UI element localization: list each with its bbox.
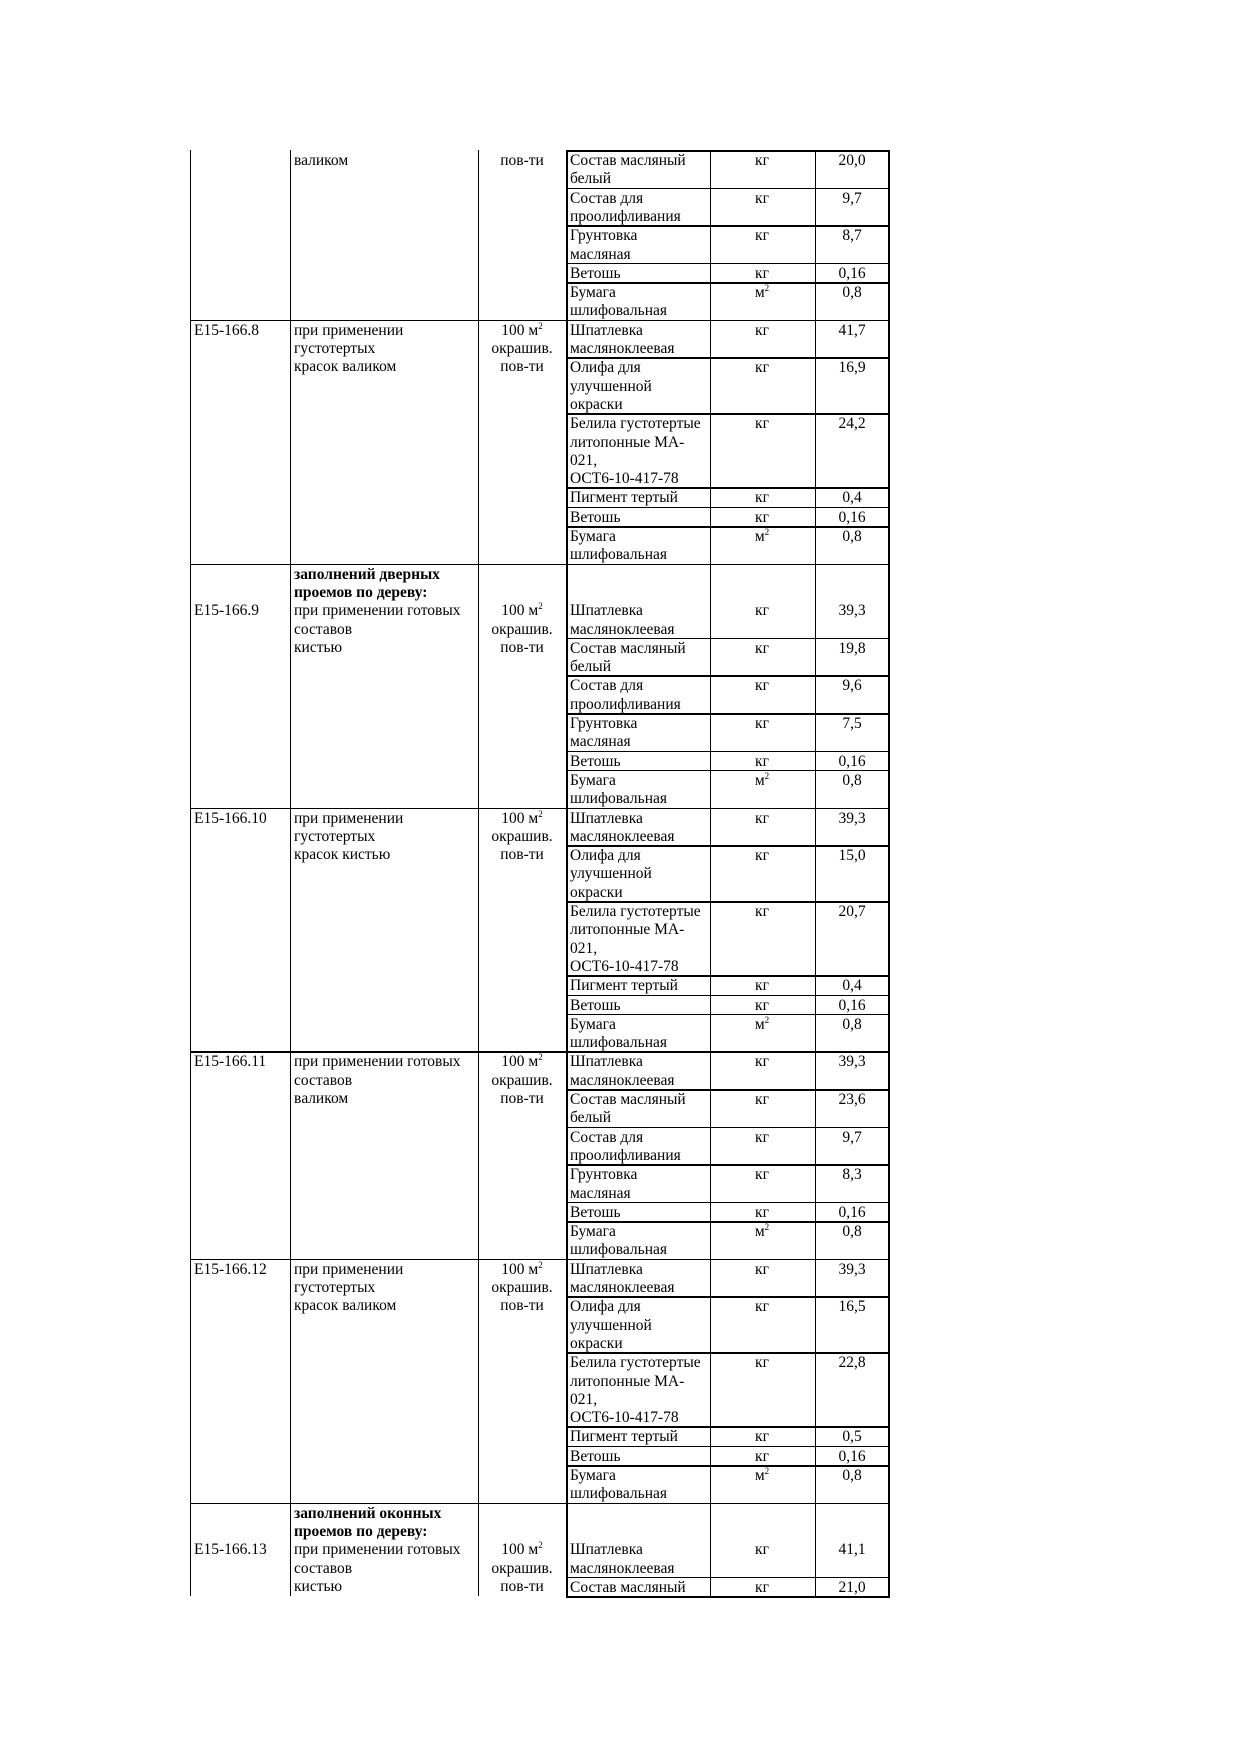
table-border bbox=[566, 1127, 890, 1129]
material-unit: кг bbox=[755, 602, 769, 620]
material-qty: 16,9 bbox=[838, 359, 866, 377]
material-name: масляноклеевая bbox=[570, 827, 675, 845]
table-border bbox=[566, 150, 568, 1597]
material-qty: 0,8 bbox=[842, 771, 862, 789]
material-name: масляная bbox=[570, 733, 631, 751]
material-name: Шпатлевка bbox=[570, 809, 643, 827]
table-border bbox=[566, 1164, 890, 1166]
table-border bbox=[566, 263, 890, 265]
section-heading: заполнений дверных bbox=[294, 565, 440, 583]
material-qty: 0,4 bbox=[842, 977, 862, 995]
norm-unit: 100 $м^2$ bbox=[501, 320, 543, 339]
table-border bbox=[815, 150, 816, 1596]
material-qty: 39,3 bbox=[838, 1260, 866, 1278]
material-name: Грунтовка bbox=[570, 227, 638, 245]
material-unit: кг bbox=[755, 809, 769, 827]
material-unit: кг bbox=[755, 1298, 769, 1316]
table-border bbox=[566, 282, 890, 284]
material-name: литопонные МА- bbox=[570, 433, 685, 451]
material-qty: 20,7 bbox=[838, 903, 866, 920]
material-name: Белила густотертые bbox=[570, 1354, 701, 1372]
norm-code: Е15-166.12 bbox=[194, 1260, 267, 1278]
material-qty: 0,8 bbox=[842, 1223, 862, 1241]
material-name: Ветошь bbox=[570, 996, 621, 1014]
material-name: Состав масляный bbox=[570, 639, 686, 657]
material-unit: кг bbox=[755, 1128, 769, 1146]
norm-description: густотертых bbox=[294, 1279, 376, 1296]
table-border bbox=[566, 1446, 890, 1448]
material-name: Олифа для bbox=[570, 847, 641, 865]
table-border bbox=[566, 995, 890, 997]
norm-unit: пов-ти bbox=[500, 846, 544, 864]
material-unit: кг bbox=[755, 189, 769, 207]
material-name: 021, bbox=[570, 1390, 598, 1408]
norm-description: валиком bbox=[294, 152, 349, 169]
material-qty: 0,16 bbox=[838, 1203, 866, 1221]
material-name: проолифливания bbox=[570, 207, 681, 225]
material-name: Ветошь bbox=[570, 264, 621, 282]
material-name: Бумага bbox=[570, 1015, 616, 1033]
material-unit: $м^2$ bbox=[754, 527, 770, 545]
norm-description: красок валиком bbox=[294, 1297, 397, 1315]
material-name: проолифливания bbox=[570, 695, 681, 713]
material-qty: 0,16 bbox=[838, 996, 866, 1014]
material-qty: 23,6 bbox=[838, 1091, 866, 1108]
material-qty: 0,16 bbox=[838, 752, 866, 770]
table-border bbox=[566, 1202, 890, 1204]
material-unit: кг bbox=[755, 1428, 769, 1446]
material-name: окраски bbox=[570, 395, 623, 413]
material-unit: кг bbox=[755, 903, 769, 920]
material-qty: 0,16 bbox=[838, 264, 866, 282]
material-unit: кг bbox=[755, 752, 769, 770]
material-name: Ветошь bbox=[570, 1447, 621, 1465]
material-qty: 0,16 bbox=[838, 508, 866, 526]
norm-description: при применении готовых bbox=[294, 1053, 461, 1071]
table-border bbox=[190, 1051, 890, 1053]
material-unit: кг bbox=[755, 715, 769, 732]
material-name: Пигмент тертый bbox=[570, 977, 678, 995]
table-border bbox=[566, 1296, 890, 1298]
material-name: Состав масляный bbox=[570, 1578, 686, 1596]
norm-description: густотертых bbox=[294, 827, 376, 845]
material-name: масляноклеевая bbox=[570, 620, 675, 638]
material-name: литопонные МА- bbox=[570, 921, 685, 939]
norm-unit: пов-ти bbox=[500, 358, 544, 376]
material-name: Бумага bbox=[570, 284, 616, 302]
material-qty: 15,0 bbox=[838, 847, 866, 865]
material-name: шлифовальная bbox=[570, 1241, 667, 1259]
material-qty: 8,7 bbox=[842, 227, 862, 245]
norm-unit: 100 $м^2$ bbox=[501, 1540, 543, 1559]
material-unit: кг bbox=[755, 639, 769, 657]
material-name: Шпатлевка bbox=[570, 1053, 643, 1071]
material-name: Бумага bbox=[570, 528, 616, 545]
table-border bbox=[566, 188, 890, 190]
material-unit: кг bbox=[755, 415, 769, 433]
material-qty: 24,2 bbox=[838, 415, 866, 433]
material-unit: кг bbox=[755, 1260, 769, 1278]
table-border bbox=[190, 150, 191, 1596]
table-border bbox=[566, 845, 890, 847]
material-name: 021, bbox=[570, 451, 598, 469]
table-border bbox=[566, 675, 890, 677]
norm-code: Е15-166.13 bbox=[194, 1541, 267, 1559]
material-name: ОСТ6-10-417-78 bbox=[570, 470, 679, 488]
norm-unit: окрашив. bbox=[491, 1279, 553, 1296]
material-name: Состав для bbox=[570, 189, 644, 207]
table-border bbox=[566, 1014, 890, 1016]
material-name: Бумага bbox=[570, 1223, 616, 1241]
table-border bbox=[190, 1503, 890, 1505]
material-name: Состав для bbox=[570, 1128, 644, 1146]
material-unit: кг bbox=[755, 1053, 769, 1071]
material-name: Ветошь bbox=[570, 752, 621, 770]
material-name: Белила густотертые bbox=[570, 415, 701, 433]
table-border bbox=[566, 487, 890, 489]
norm-unit: окрашив. bbox=[491, 620, 553, 638]
table-border bbox=[566, 150, 890, 152]
material-name: Олифа для bbox=[570, 359, 641, 377]
norm-description: густотертых bbox=[294, 340, 376, 357]
material-qty: 21,0 bbox=[838, 1578, 866, 1596]
material-name: Олифа для bbox=[570, 1298, 641, 1316]
material-name: Шпатлевка bbox=[570, 1260, 643, 1278]
norm-unit: окрашив. bbox=[491, 340, 553, 357]
norm-unit: окрашив. bbox=[491, 1071, 553, 1089]
material-name: шлифовальная bbox=[570, 302, 667, 320]
norm-code: Е15-166.8 bbox=[194, 321, 260, 339]
material-qty: 0,8 bbox=[842, 1467, 862, 1484]
material-qty: 0,8 bbox=[842, 1015, 862, 1033]
material-name: Шпатлевка bbox=[570, 602, 643, 620]
table-border bbox=[566, 225, 890, 227]
material-unit: кг bbox=[755, 152, 769, 169]
norm-description: вaликом bbox=[294, 1090, 349, 1107]
material-name: Состав масляный bbox=[570, 152, 686, 169]
material-unit: кг bbox=[755, 1166, 769, 1184]
material-unit: кг bbox=[755, 977, 769, 995]
material-unit: $м^2$ bbox=[754, 1466, 770, 1484]
norm-description: при применении готовых bbox=[294, 1541, 461, 1559]
material-name: Бумага bbox=[570, 1467, 616, 1484]
table-border bbox=[190, 1259, 890, 1261]
norm-unit: пов-ти bbox=[500, 638, 544, 656]
material-name: Пигмент тертый bbox=[570, 489, 678, 507]
material-unit: кг bbox=[755, 1541, 769, 1559]
table-border bbox=[190, 320, 890, 322]
material-name: шлифовальная bbox=[570, 790, 667, 808]
table-border bbox=[290, 150, 291, 1596]
table-border bbox=[566, 1426, 890, 1428]
norm-code: Е15-166.11 bbox=[194, 1053, 267, 1071]
material-qty: 16,5 bbox=[838, 1298, 866, 1316]
norm-code: Е15-166.9 bbox=[194, 602, 260, 620]
table-border bbox=[566, 1089, 890, 1091]
norm-unit: 100 $м^2$ bbox=[501, 1259, 543, 1278]
norm-description: при применении bbox=[294, 1260, 404, 1278]
material-name: окраски bbox=[570, 883, 623, 901]
norm-description: красок кистью bbox=[294, 846, 391, 864]
material-name: масляноклеевая bbox=[570, 1279, 675, 1296]
material-name: улучшенной bbox=[570, 865, 652, 883]
material-name: белый bbox=[570, 658, 612, 676]
norm-description: составов bbox=[294, 1559, 353, 1577]
table-border bbox=[566, 1596, 890, 1598]
material-name: масляная bbox=[570, 1184, 631, 1202]
table-border bbox=[888, 150, 890, 1597]
material-qty: 41,1 bbox=[838, 1541, 866, 1559]
material-qty: 0,16 bbox=[838, 1447, 866, 1465]
material-name: Шпатлевка bbox=[570, 321, 643, 339]
material-unit: кг bbox=[755, 847, 769, 865]
material-name: литопонные МА- bbox=[570, 1372, 685, 1390]
material-qty: 0,8 bbox=[842, 528, 862, 545]
table-border bbox=[566, 526, 890, 528]
material-name: белый bbox=[570, 170, 612, 188]
table-border bbox=[478, 150, 479, 1596]
table-border bbox=[566, 901, 890, 903]
norm-description: кистью bbox=[294, 638, 343, 656]
material-name: масляноклеевая bbox=[570, 1559, 675, 1577]
material-unit: кг bbox=[755, 1354, 769, 1372]
material-unit: кг bbox=[755, 227, 769, 245]
table-border bbox=[566, 638, 890, 640]
table-border bbox=[190, 808, 890, 810]
material-unit: кг bbox=[755, 1578, 769, 1596]
material-name: Состав для bbox=[570, 677, 644, 695]
norm-unit: окрашив. bbox=[491, 827, 553, 845]
norm-unit: 100 $м^2$ bbox=[501, 601, 543, 620]
material-name: окраски bbox=[570, 1334, 623, 1352]
material-unit: кг bbox=[755, 677, 769, 695]
material-qty: 22,8 bbox=[838, 1354, 866, 1372]
material-unit: $м^2$ bbox=[754, 283, 770, 302]
section-heading: проемов по дереву: bbox=[294, 1522, 428, 1540]
material-qty: 0,5 bbox=[842, 1428, 862, 1446]
material-qty: 7,5 bbox=[842, 715, 862, 732]
material-qty: 9,7 bbox=[842, 189, 862, 207]
norm-unit: пов-ти bbox=[500, 152, 544, 169]
norm-unit: пов-ти bbox=[500, 1577, 544, 1595]
material-name: 021, bbox=[570, 939, 598, 957]
material-name: Шпатлевка bbox=[570, 1541, 643, 1559]
material-unit: кг bbox=[755, 321, 769, 339]
norm-description: красок валиком bbox=[294, 358, 397, 376]
norm-description: при применении bbox=[294, 321, 404, 339]
table-border bbox=[566, 1221, 890, 1223]
norm-description: кистью bbox=[294, 1577, 343, 1595]
table-border bbox=[566, 751, 890, 753]
material-qty: 39,3 bbox=[838, 602, 866, 620]
norm-description: составов bbox=[294, 1071, 353, 1089]
section-heading: заполнений оконных bbox=[294, 1504, 442, 1522]
material-unit: кг bbox=[755, 996, 769, 1014]
material-qty: 0,8 bbox=[842, 284, 862, 302]
table-border bbox=[190, 564, 890, 566]
material-name: Состав масляный bbox=[570, 1091, 686, 1108]
table-border bbox=[566, 1577, 890, 1579]
material-name: шлифовальная bbox=[570, 1485, 667, 1503]
material-unit: кг bbox=[755, 1091, 769, 1108]
material-name: масляная bbox=[570, 245, 631, 263]
material-qty: 19,8 bbox=[838, 639, 866, 657]
material-name: Белила густотертые bbox=[570, 903, 701, 920]
material-qty: 41,7 bbox=[838, 321, 866, 339]
norm-description: при применении готовых bbox=[294, 602, 461, 620]
material-qty: 20,0 bbox=[838, 152, 866, 169]
material-name: ОСТ6-10-417-78 bbox=[570, 957, 679, 975]
material-unit: кг bbox=[755, 1203, 769, 1221]
section-heading: проемов по дереву: bbox=[294, 583, 428, 601]
material-name: масляноклеевая bbox=[570, 340, 675, 357]
material-name: улучшенной bbox=[570, 377, 652, 395]
material-unit: кг bbox=[755, 359, 769, 377]
material-name: масляноклеевая bbox=[570, 1071, 675, 1089]
material-name: Грунтовка bbox=[570, 1166, 638, 1184]
material-unit: кг bbox=[755, 1447, 769, 1465]
material-unit: $м^2$ bbox=[754, 1014, 770, 1033]
table-border bbox=[566, 507, 890, 509]
norm-unit: 100 $м^2$ bbox=[501, 808, 543, 827]
material-name: белый bbox=[570, 1109, 612, 1127]
material-name: ОСТ6-10-417-78 bbox=[570, 1409, 679, 1427]
material-unit: кг bbox=[755, 264, 769, 282]
material-name: Ветошь bbox=[570, 508, 621, 526]
material-qty: 39,3 bbox=[838, 809, 866, 827]
material-unit: $м^2$ bbox=[754, 770, 770, 789]
material-name: улучшенной bbox=[570, 1316, 652, 1334]
table-border bbox=[566, 1352, 890, 1354]
material-qty: 9,7 bbox=[842, 1128, 862, 1146]
material-unit: кг bbox=[755, 489, 769, 507]
material-name: Ветошь bbox=[570, 1203, 621, 1221]
table-border bbox=[710, 150, 711, 1596]
table-border bbox=[566, 1465, 890, 1467]
material-unit: кг bbox=[755, 508, 769, 526]
material-name: шлифовальная bbox=[570, 1034, 667, 1052]
material-name: Грунтовка bbox=[570, 715, 638, 732]
table-border bbox=[566, 770, 890, 772]
norm-unit: пов-ти bbox=[500, 1090, 544, 1107]
norm-unit: 100 $м^2$ bbox=[501, 1052, 543, 1071]
material-qty: 9,6 bbox=[842, 677, 862, 695]
table-border bbox=[566, 975, 890, 977]
material-name: проолифливания bbox=[570, 1146, 681, 1164]
material-qty: 0,4 bbox=[842, 489, 862, 507]
norm-unit: пов-ти bbox=[500, 1297, 544, 1315]
material-name: шлифовальная bbox=[570, 546, 667, 564]
norm-unit: окрашив. bbox=[491, 1559, 553, 1577]
table-border bbox=[566, 413, 890, 415]
material-unit: $м^2$ bbox=[754, 1222, 770, 1241]
table-border bbox=[566, 713, 890, 715]
table-border bbox=[566, 357, 890, 359]
norm-description: при применении bbox=[294, 809, 404, 827]
material-qty: 8,3 bbox=[842, 1166, 862, 1184]
material-name: Пигмент тертый bbox=[570, 1428, 678, 1446]
norm-description: составов bbox=[294, 620, 353, 638]
material-name: Бумага bbox=[570, 771, 616, 789]
norm-code: Е15-166.10 bbox=[194, 809, 267, 827]
material-qty: 39,3 bbox=[838, 1053, 866, 1071]
